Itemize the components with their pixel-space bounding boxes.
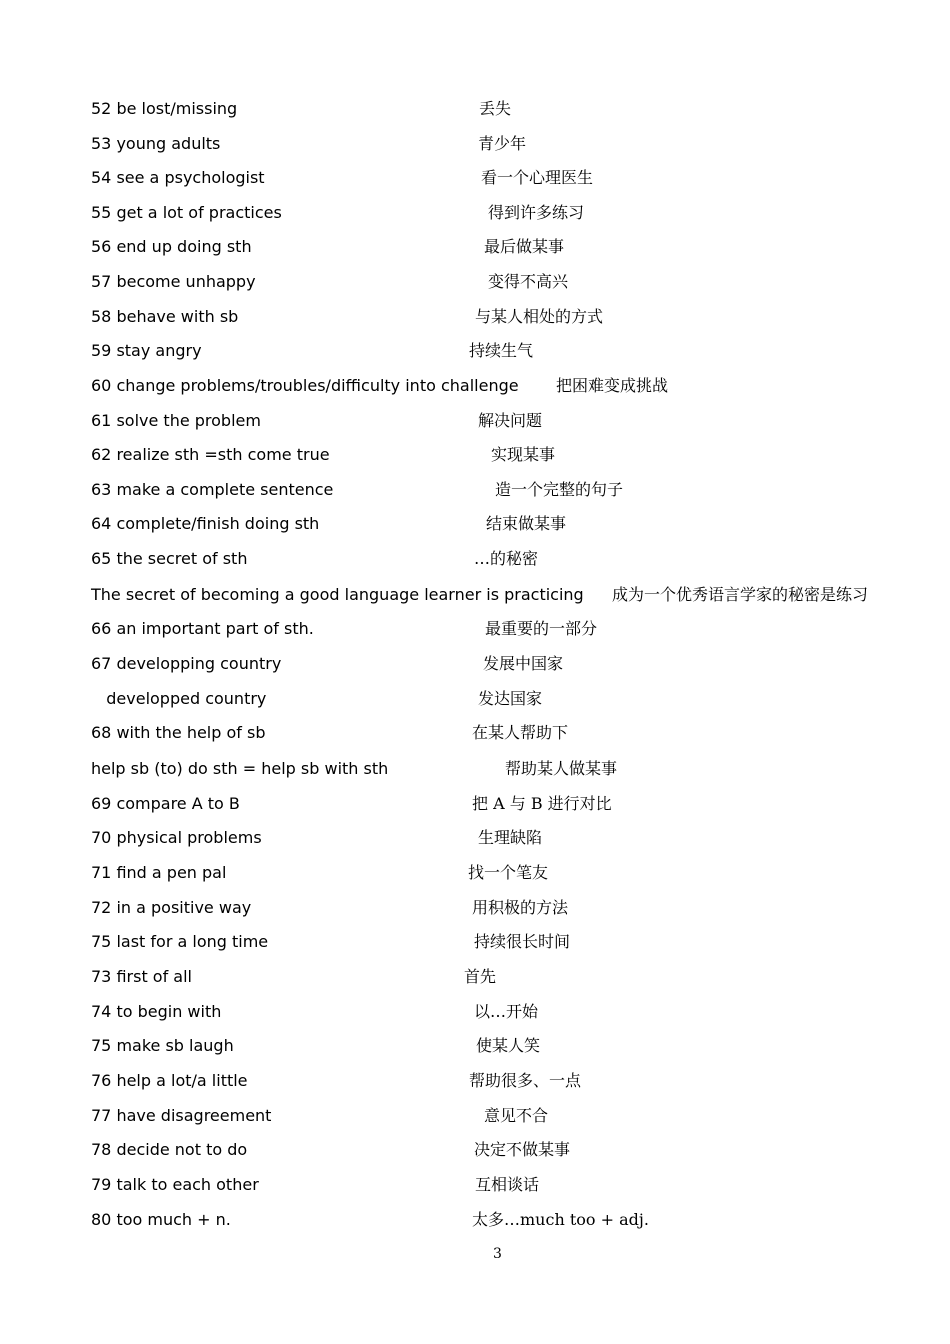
chinese-translation: 使某人笑 (476, 1036, 541, 1055)
chinese-translation: 意见不合 (484, 1106, 549, 1125)
vocab-entry (0, 166, 950, 190)
vocab-entry (0, 339, 950, 363)
chinese-translation: 最重要的一部分 (485, 619, 598, 638)
english-phrase: 79 talk to each other (91, 1175, 259, 1194)
english-phrase: 69 compare A to B (91, 794, 240, 813)
chinese-translation: 解决问题 (478, 411, 543, 430)
chinese-translation: 结束做某事 (486, 514, 567, 533)
vocab-entry (0, 826, 950, 850)
vocab-entry (0, 965, 950, 989)
english-phrase: 76 help a lot/a little (91, 1071, 248, 1090)
vocab-entry (0, 305, 950, 329)
vocab-entry (0, 1208, 950, 1232)
english-phrase: 75 make sb laugh (91, 1036, 234, 1055)
chinese-translation: 帮助某人做某事 (505, 759, 618, 778)
english-phrase: 61 solve the problem (91, 411, 261, 430)
english-phrase: 72 in a positive way (91, 898, 252, 917)
english-phrase: 70 physical problems (91, 828, 262, 847)
vocab-entry (0, 617, 950, 641)
chinese-translation: 帮助很多、一点 (469, 1071, 582, 1090)
vocab-entry (0, 721, 950, 745)
chinese-translation: 生理缺陷 (478, 828, 543, 847)
vocab-entry (0, 97, 950, 121)
vocab-entry (0, 652, 950, 676)
vocab-entry (0, 930, 950, 954)
page-number: 3 (493, 1246, 502, 1262)
vocab-entry (0, 235, 950, 259)
chinese-translation: 成为一个优秀语言学家的秘密是练习 (612, 585, 869, 604)
chinese-translation: 发达国家 (478, 689, 543, 708)
english-phrase: 71 find a pen pal (91, 863, 227, 882)
chinese-translation: 持续生气 (469, 341, 534, 360)
vocab-entry (0, 547, 950, 571)
english-phrase: 53 young adults (91, 134, 221, 153)
english-phrase: 54 see a psychologist (91, 168, 265, 187)
english-phrase: 60 change problems/troubles/difficulty into challenge (91, 376, 519, 395)
vocab-entry (0, 443, 950, 467)
chinese-translation: 决定不做某事 (474, 1140, 571, 1159)
chinese-translation: 找一个笔友 (468, 863, 549, 882)
chinese-translation: 与某人相处的方式 (475, 307, 604, 326)
vocab-entry (0, 409, 950, 433)
english-phrase: The secret of becoming a good language learner is practicing (91, 585, 584, 604)
vocab-entry (0, 687, 950, 711)
english-phrase: 75 last for a long time (91, 932, 269, 951)
english-phrase: 56 end up doing sth (91, 237, 252, 256)
english-phrase: help sb (to) do sth = help sb with sth (91, 759, 389, 778)
vocab-entry (0, 583, 950, 607)
english-phrase: 58 behave with sb (91, 307, 239, 326)
english-phrase: 68 with the help of sb (91, 723, 266, 742)
english-phrase: 80 too much + n. (91, 1210, 231, 1229)
chinese-translation: 持续很长时间 (474, 932, 571, 951)
chinese-translation: 造一个完整的句子 (495, 480, 624, 499)
vocab-entry (0, 896, 950, 920)
vocab-entry (0, 861, 950, 885)
chinese-translation: 得到许多练习 (488, 203, 585, 222)
english-phrase: 67 developping country (91, 654, 282, 673)
english-phrase: 63 make a complete sentence (91, 480, 334, 499)
vocab-entry (0, 478, 950, 502)
vocab-entry (0, 1173, 950, 1197)
chinese-translation: 丢失 (479, 99, 512, 118)
english-phrase: 78 decide not to do (91, 1140, 248, 1159)
chinese-translation: 把 A 与 B 进行对比 (472, 794, 612, 813)
english-phrase: 55 get a lot of practices (91, 203, 282, 222)
vocab-entry (0, 1034, 950, 1058)
vocab-entry (0, 1000, 950, 1024)
english-phrase: 73 first of all (91, 967, 192, 986)
vocab-entry (0, 792, 950, 816)
chinese-translation: …的秘密 (474, 549, 539, 568)
chinese-translation: 互相谈话 (475, 1175, 540, 1194)
english-phrase: 66 an important part of sth. (91, 619, 314, 638)
chinese-translation: 用积极的方法 (472, 898, 569, 917)
vocab-entry (0, 132, 950, 156)
english-phrase: 59 stay angry (91, 341, 202, 360)
chinese-translation: 最后做某事 (484, 237, 565, 256)
vocab-entry (0, 1069, 950, 1093)
vocab-entry (0, 270, 950, 294)
chinese-translation: 实现某事 (491, 445, 556, 464)
vocab-entry (0, 757, 950, 781)
english-phrase: 62 realize sth =sth come true (91, 445, 330, 464)
chinese-translation: 首先 (464, 967, 497, 986)
chinese-translation: 在某人帮助下 (472, 723, 569, 742)
chinese-translation: 把困难变成挑战 (556, 376, 669, 395)
english-phrase: 52 be lost/missing (91, 99, 238, 118)
vocab-entry (0, 1138, 950, 1162)
vocab-entry (0, 1104, 950, 1128)
chinese-translation: 变得不高兴 (488, 272, 569, 291)
vocab-entry (0, 374, 950, 398)
chinese-translation: 青少年 (478, 134, 527, 153)
english-phrase: 57 become unhappy (91, 272, 256, 291)
chinese-translation: 发展中国家 (483, 654, 564, 673)
english-phrase: 65 the secret of sth (91, 549, 248, 568)
english-phrase: developped country (91, 689, 267, 708)
chinese-translation: 太多…much too + adj. (472, 1210, 649, 1229)
chinese-translation: 看一个心理医生 (481, 168, 594, 187)
english-phrase: 74 to begin with (91, 1002, 222, 1021)
vocab-entry (0, 512, 950, 536)
chinese-translation: 以…开始 (474, 1002, 539, 1021)
english-phrase: 77 have disagreement (91, 1106, 272, 1125)
english-phrase: 64 complete/finish doing sth (91, 514, 320, 533)
vocab-entry (0, 201, 950, 225)
